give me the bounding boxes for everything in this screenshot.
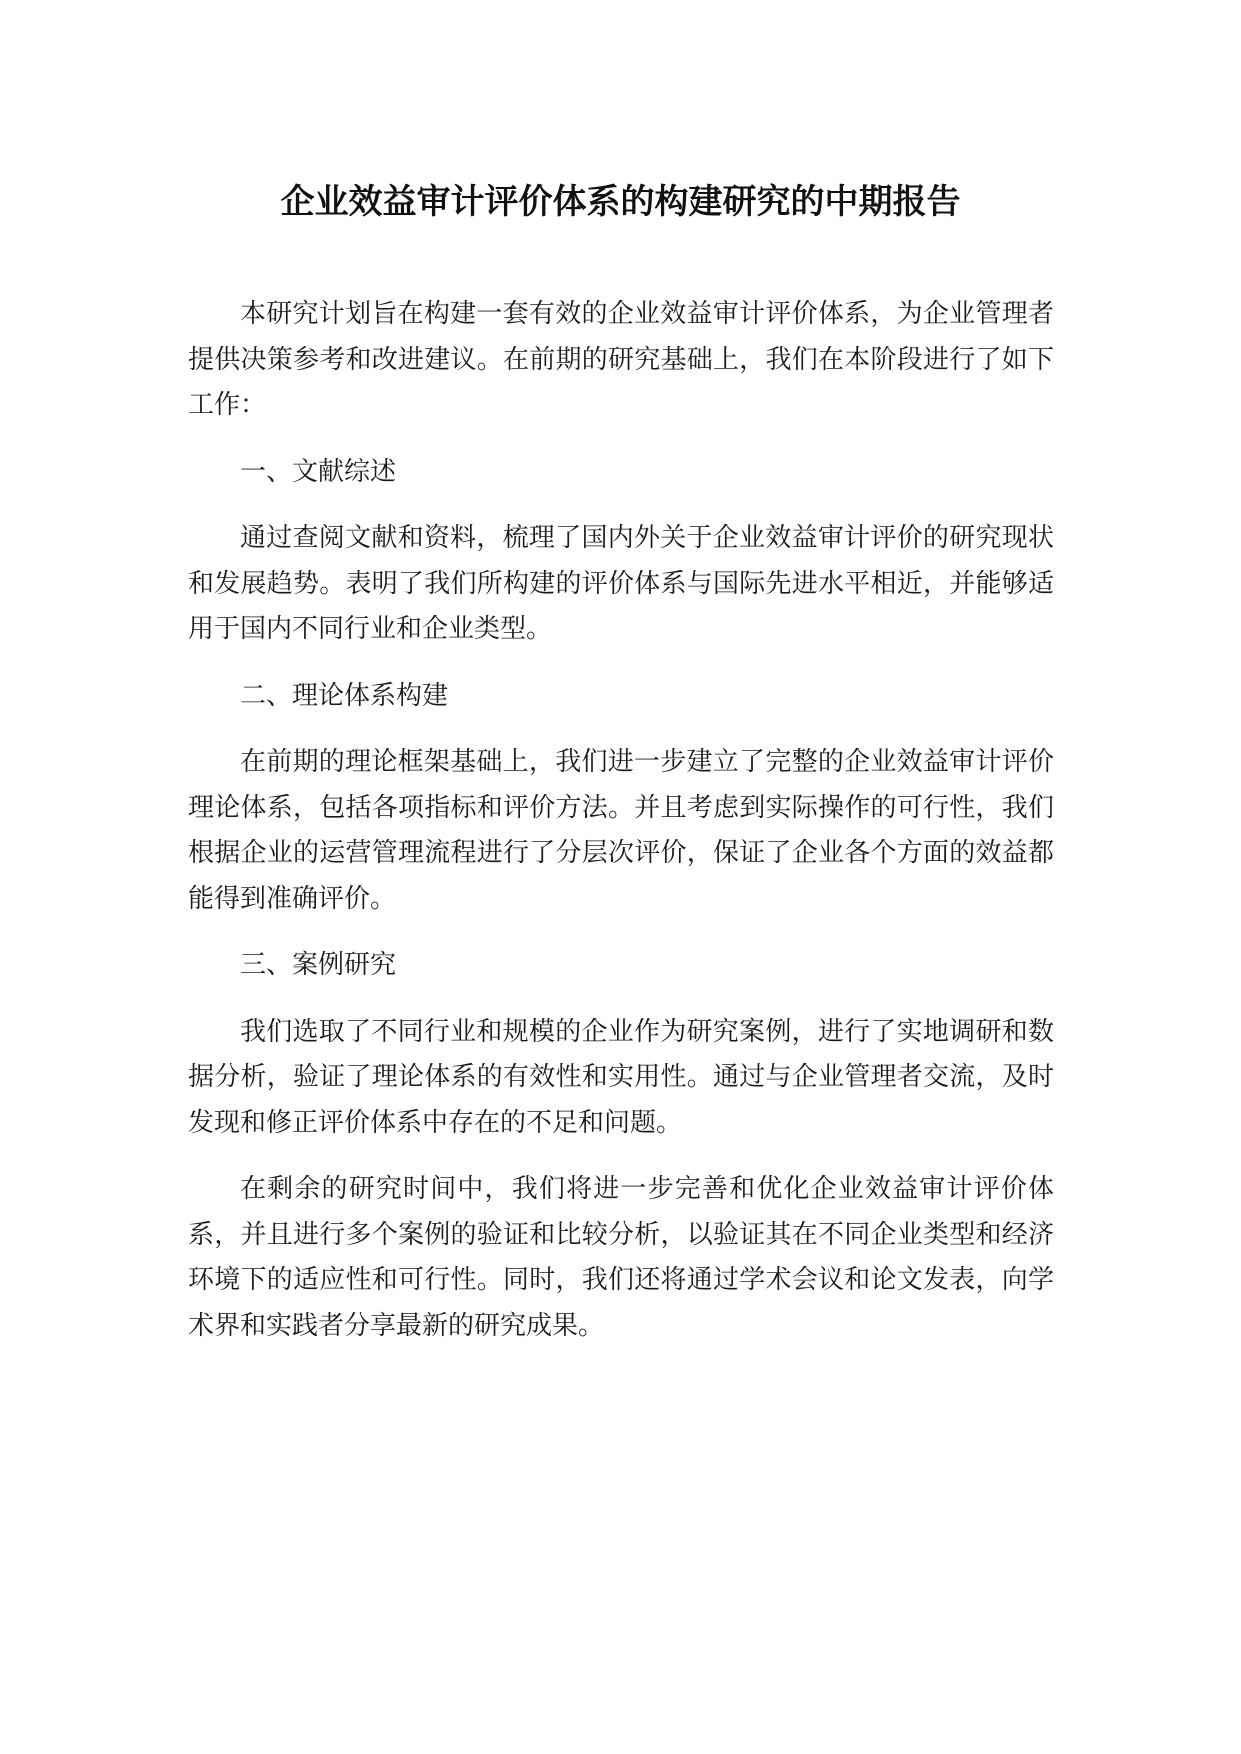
section-heading-theory-construction: 二、理论体系构建 <box>240 680 449 711</box>
paragraph-intro: 本研究计划旨在构建一套有效的企业效益审计评价体系，为企业管理者提供决策参考和改进建议。在前期的研究基础上，我们在本阶段进行了如下工作： <box>188 299 1054 420</box>
section-heading-case-study: 三、案例研究 <box>240 950 397 980</box>
document-title: 企业效益审计评价体系的构建研究的中期报告 <box>280 182 961 222</box>
paragraph-future-work: 在剩余的研究时间中，我们将进一步完善和优化企业效益审计评价体系，并且进行多个案例的验证和比较分析，以验证其在不同企业类型和经济环境下的适应性和可行性。同时，我们还将通过学术会议和论文发表，向学术界和实践者分享最新的研究成果。 <box>188 1174 1054 1341</box>
document-body <box>188 292 1054 1370</box>
paragraph-theory-construction: 在前期的理论框架基础上，我们进一步建立了完整的企业效益审计评价理论体系，包括各项指标和评价方法。并且考虑到实际操作的可行性，我们根据企业的运营管理流程进行了分层次评价，保证了企业各个方面的效益都能得到准确评价。 <box>188 747 1054 914</box>
section-heading-literature-review: 一、文献综述 <box>240 456 397 487</box>
paragraph-literature-review: 通过查阅文献和资料，梳理了国内外关于企业效益审计评价的研究现状和发展趋势。表明了我们所构建的评价体系与国际先进水平相近，并能够适用于国内不同行业和企业类型。 <box>188 523 1054 644</box>
paragraph-case-study: 我们选取了不同行业和规模的企业作为研究案例，进行了实地调研和数据分析，验证了理论体系的有效性和实用性。通过与企业管理者交流，及时发现和修正评价体系中存在的不足和问题。 <box>188 1016 1054 1138</box>
